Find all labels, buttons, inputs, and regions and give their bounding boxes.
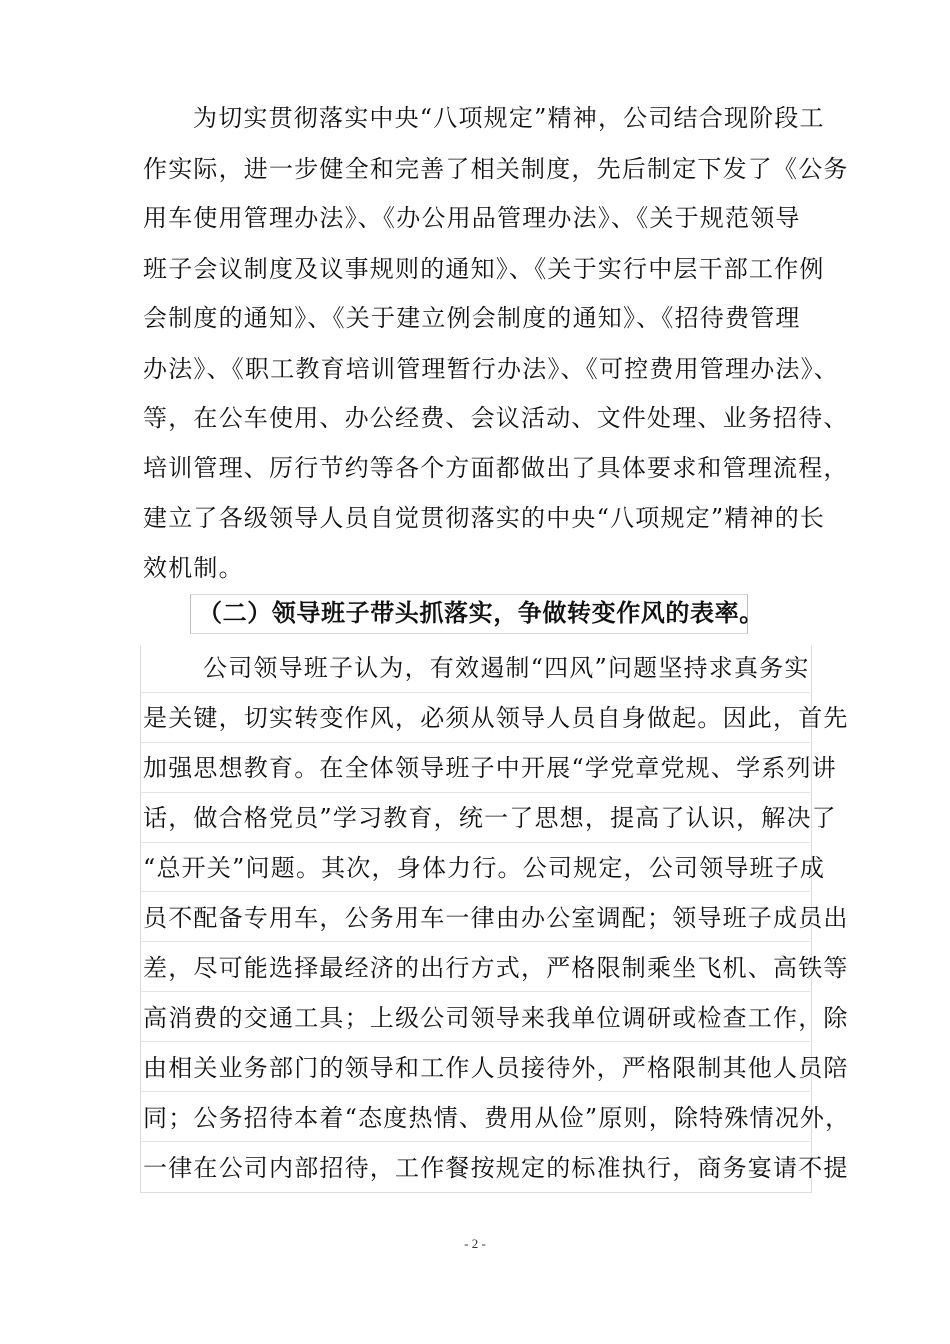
grid-rule: [140, 891, 810, 892]
paragraph-line: 加强思想教育。在全体领导班子中开展“学党章党规、学系列讲: [143, 754, 837, 782]
grid-rule: [140, 1041, 810, 1042]
paragraph-line: 是关键，切实转变作风，必须从领导人员自身做起。因此，首先: [143, 704, 849, 732]
grid-rule: [140, 941, 810, 942]
grid-rule: [140, 742, 810, 743]
paragraph-line: 公司领导班子认为，有效遏制“四风”问题坚持求真务实: [203, 654, 810, 682]
paragraph-line: 一律在公司内部招待，工作餐按规定的标准执行，商务宴请不提: [143, 1154, 849, 1182]
paragraph-line: 同；公务招待本着“态度热情、费用从俭”原则，除特殊情况外，: [143, 1104, 851, 1132]
paragraph-line: 办法》、《职工教育培训管理暂行办法》、《可控费用管理办法》、: [143, 355, 839, 383]
paragraph-line: 为切实贯彻落实中央“八项规定”精神，公司结合现阶段工: [193, 104, 825, 132]
paragraph-line: 建立了各级领导人员自觉贯彻落实的中央“八项规定”精神的长: [143, 504, 826, 532]
paragraph-line: 作实际，进一步健全和完善了相关制度，先后制定下发了《公务: [143, 155, 849, 183]
page-number: - 2 -: [464, 1236, 486, 1251]
paragraph-line: 由相关业务部门的领导和工作人员接待外，严格限制其他人员陪: [143, 1054, 849, 1082]
grid-rule: [140, 842, 810, 843]
paragraph-line: 用车使用管理办法》、《办公用品管理办法》、《关于规范领导: [143, 204, 801, 232]
paragraph-line: 会制度的通知》、《关于建立例会制度的通知》、《招待费管理: [143, 304, 801, 332]
paragraph-line: 员不配备专用车，公务用车一律由办公室调配；领导班子成员出: [143, 904, 849, 932]
section-heading: （二）领导班子带头抓落实，争做转变作风的表率。: [198, 599, 764, 627]
grid-rule: [140, 1091, 810, 1092]
grid-rule: [140, 792, 810, 793]
paragraph-line: 高消费的交通工具；上级公司领导来我单位调研或检查工作，除: [143, 1004, 849, 1032]
paragraph-line: 培训管理、厉行节约等各个方面都做出了具体要求和管理流程，: [143, 454, 849, 482]
paragraph-line: 话，做合格党员”学习教育，统一了思想，提高了认识，解决了: [143, 804, 837, 832]
grid-rule: [140, 1141, 810, 1142]
paragraph-line: 效机制。: [143, 554, 244, 582]
grid-rule: [140, 991, 810, 992]
paragraph-line: 等，在公车使用、办公经费、会议活动、文件处理、业务招待、: [143, 404, 849, 432]
paragraph-line: 差，尽可能选择最经济的出行方式，严格限制乘坐飞机、高铁等: [143, 954, 849, 982]
grid-rule: [140, 692, 810, 693]
paragraph-line: “总开关”问题。其次，身体力行。公司规定，公司领导班子成: [143, 854, 826, 882]
paragraph-line: 班子会议制度及议事规则的通知》、《关于实行中层干部工作例: [143, 255, 825, 283]
